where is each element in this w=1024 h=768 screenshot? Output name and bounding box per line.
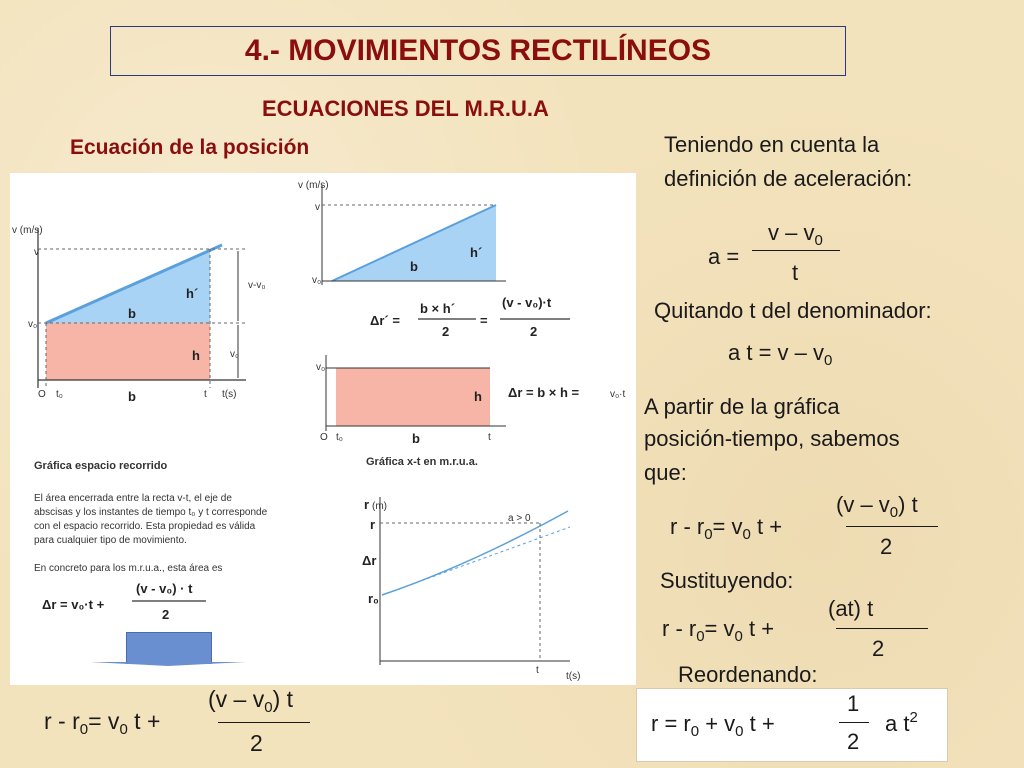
final-num: 1 bbox=[847, 691, 860, 716]
at-equation: a $t = v - v_0$ bbox=[728, 340, 833, 369]
g4-ts: t(s) bbox=[566, 671, 581, 682]
final-equation-box bbox=[636, 688, 948, 762]
graph-velocity-area bbox=[12, 225, 265, 404]
g1-ts: t(s) bbox=[222, 389, 237, 400]
note-p4: para cualquier tipo de movimiento. bbox=[34, 535, 187, 546]
eq2-num: (at) t bbox=[828, 596, 874, 621]
note-p2: abscisas y los instantes de tiempo t₀ y t corresponde bbox=[34, 507, 268, 518]
g1-vaxis: v (m/s) bbox=[12, 225, 43, 236]
eq2-den: 2 bbox=[872, 636, 885, 661]
g4-t: t bbox=[536, 665, 539, 676]
left-eq-den: 2 bbox=[250, 730, 263, 756]
graph-position bbox=[362, 497, 580, 682]
g2-bh: b × h´ bbox=[420, 301, 456, 316]
g3-h: h bbox=[474, 389, 482, 404]
accel-den: t bbox=[792, 260, 799, 285]
notes bbox=[34, 456, 478, 622]
g1-v0-right: v₀ bbox=[230, 349, 240, 360]
note-g-espacio: Gráfica espacio recorrido bbox=[34, 460, 168, 472]
left-eq-fraction-bar bbox=[218, 722, 310, 723]
g2-two: 2 bbox=[442, 324, 450, 339]
from-graph-2: posición-tiempo, sabemos bbox=[644, 426, 900, 451]
g1-v: v bbox=[34, 247, 39, 258]
g2-v: v bbox=[315, 202, 320, 213]
g2-deltar: Δr´ = bbox=[370, 313, 400, 328]
note-p3: con el espacio recorrido. Esta propiedad es válida bbox=[34, 521, 256, 532]
g1-t0: t₀ bbox=[56, 389, 63, 400]
note-p1: El área encerrada entre la recta v-t, el eje de bbox=[34, 493, 232, 504]
down-arrow-icon bbox=[126, 632, 212, 664]
graph-triangle bbox=[298, 180, 570, 339]
g3-v0t: v₀·t bbox=[610, 389, 626, 400]
graph-panel bbox=[10, 173, 636, 685]
g1-b-bottom: b bbox=[128, 389, 136, 404]
page-title: 4.- MOVIMIENTOS RECTILÍNEOS bbox=[110, 26, 846, 76]
g3-t: t bbox=[488, 432, 491, 443]
accel-fraction-bar bbox=[752, 250, 840, 251]
g3-b: b bbox=[412, 431, 420, 446]
g1-hprime: h´ bbox=[186, 286, 199, 301]
g3-deltar: Δr = b × h = bbox=[508, 385, 580, 400]
eq2-fraction-bar bbox=[836, 628, 928, 629]
note-frac-den: 2 bbox=[162, 607, 170, 622]
substituting: Sustituyendo: bbox=[660, 568, 794, 593]
g4-raxis: r bbox=[364, 497, 370, 512]
g2-vv0t: (v - v₀)·t bbox=[502, 295, 552, 310]
g2-b: b bbox=[410, 259, 418, 274]
subtitle: ECUACIONES DEL M.R.U.A bbox=[262, 96, 549, 121]
note-p5: En concreto para los m.r.u.a., esta área es bbox=[34, 563, 223, 574]
eq1-den: 2 bbox=[880, 534, 893, 559]
g2-eq: = bbox=[480, 313, 488, 328]
final-den: 2 bbox=[847, 729, 860, 754]
note-frac-num: (v - v₀) · t bbox=[136, 581, 193, 596]
final-fraction-bar bbox=[839, 722, 869, 723]
g1-h: h bbox=[192, 348, 200, 363]
graphs-svg bbox=[10, 173, 636, 685]
g4-agt0: a > 0 bbox=[508, 513, 531, 524]
g1-t: t bbox=[204, 389, 207, 400]
remove-t: Quitando t del denominador: bbox=[654, 298, 932, 323]
g1-v0: v₀ bbox=[28, 319, 38, 330]
accel-num: v – $v_0$ bbox=[768, 220, 823, 249]
eq2-lhs: $r - r_0= v_0$ t + bbox=[662, 616, 775, 645]
g2-hprime: h´ bbox=[470, 245, 483, 260]
g4-runit: (m) bbox=[372, 501, 387, 512]
graph-rectangle bbox=[316, 355, 625, 446]
g4-dr: Δr bbox=[362, 553, 377, 568]
eq1-fraction-bar bbox=[846, 526, 938, 527]
note-g-xt: Gráfica x-t en m.r.u.a. bbox=[366, 456, 478, 468]
accel-lhs: a = bbox=[708, 244, 740, 269]
g4-r: r bbox=[370, 517, 376, 532]
g2-v0: v₀ bbox=[312, 275, 322, 286]
g1-vminusv0: v-v₀ bbox=[248, 280, 266, 291]
g1-O: O bbox=[38, 389, 46, 400]
g2-two-b: 2 bbox=[530, 324, 538, 339]
final-lhs: $r = r_0 + v_0$ t + bbox=[651, 711, 775, 740]
g3-O: O bbox=[320, 432, 328, 443]
eq1-lhs: $r - r_0= v_0$ t + bbox=[670, 514, 783, 543]
final-tail: a $t^2$ bbox=[885, 709, 918, 736]
intro-line1: Teniendo en cuenta la bbox=[664, 132, 880, 157]
g3-t0: t₀ bbox=[336, 432, 343, 443]
g2-vaxis: v (m/s) bbox=[298, 180, 329, 191]
eq1-num: $(v - v_0)$ t bbox=[836, 492, 918, 521]
left-eq-lhs: $r - r_0= v_0$ t + bbox=[44, 708, 161, 738]
from-graph-3: que: bbox=[644, 460, 687, 485]
section-heading: Ecuación de la posición bbox=[70, 136, 310, 159]
g4-r0: r₀ bbox=[368, 591, 379, 606]
left-eq-num: $(v - v_0)$ t bbox=[208, 686, 294, 716]
g1-b: b bbox=[128, 306, 136, 321]
from-graph-1: A partir de la gráfica bbox=[644, 394, 840, 419]
g3-v0: v₀ bbox=[316, 362, 326, 373]
note-dr: Δr = v₀·t + bbox=[42, 597, 105, 612]
intro-line2: definición de aceleración: bbox=[664, 166, 913, 191]
reordering: Reordenando: bbox=[678, 662, 818, 687]
